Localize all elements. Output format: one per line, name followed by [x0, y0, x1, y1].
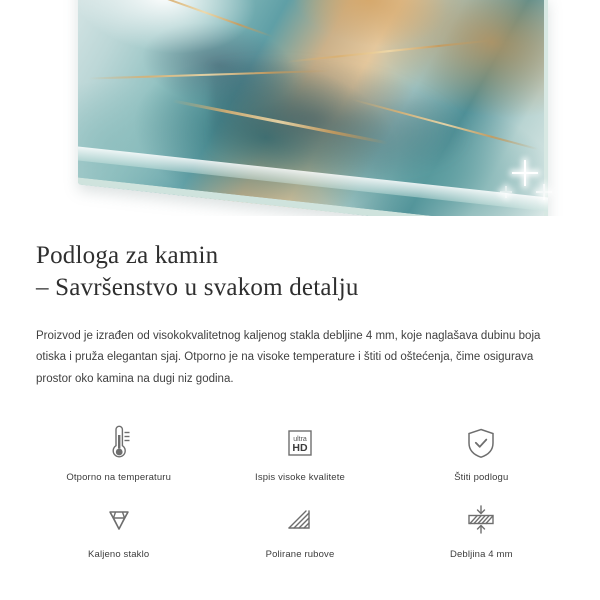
feature-item-thickness [391, 497, 572, 560]
feature-label: Polirane rubove [265, 548, 335, 560]
feature-label: Štiti podlogu [454, 471, 509, 483]
feature-grid [0, 420, 600, 560]
diamond-icon [97, 497, 141, 543]
feature-item-polished-edges [209, 497, 390, 560]
feature-label: Ispis visoke kvalitete [255, 471, 345, 483]
text-block [0, 216, 600, 390]
headline-line-1: Podloga za kamin [36, 242, 219, 269]
feature-label: Debljina 4 mm [449, 548, 513, 560]
feature-item-temperature [28, 420, 209, 483]
ultra-hd-icon [278, 420, 322, 466]
description-paragraph: Proizvod je izrađen od visokokvalitetnog kaljenog stakla debljine 4 mm, koje naglašava dubinu boja otiska i pruža elegantan sjaj. Otporno je na visoke temperature i štiti od oštećenja, čime osigurava prostor oko kamina na dugi niz godina. [36, 330, 541, 385]
headline-line-2: – Savršenstvo u svakom detalju [36, 274, 359, 301]
hero-image [0, 0, 600, 216]
page-title [36, 240, 564, 304]
svg-text:ultra: ultra [293, 435, 307, 443]
feature-item-protection [391, 420, 572, 483]
shield-check-icon [459, 420, 503, 466]
thickness-icon [459, 497, 503, 543]
glass-panel-artwork [78, 0, 548, 216]
feature-item-print-quality [209, 420, 390, 483]
polished-edges-icon [278, 497, 322, 543]
feature-label: Otporno na temperaturu [66, 471, 172, 483]
svg-text:HD: HD [292, 441, 308, 454]
feature-item-tempered-glass [28, 497, 209, 560]
thermometer-icon [97, 420, 141, 466]
feature-label: Kaljeno staklo [88, 548, 150, 560]
